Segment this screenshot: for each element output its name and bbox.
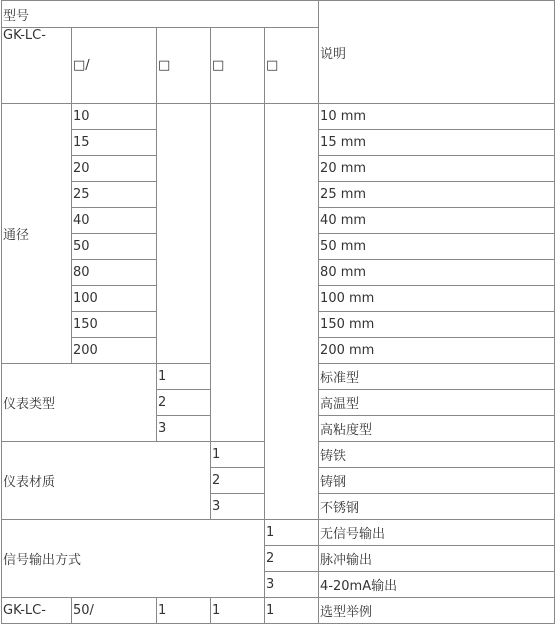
diameter-desc: 10 mm xyxy=(319,104,555,130)
meter-material-label: 仪表材质 xyxy=(2,442,211,520)
meter-type-desc: 高粘度型 xyxy=(319,416,555,442)
slot-diameter: □/ xyxy=(72,28,157,104)
slot-signal-output: □ xyxy=(265,28,319,104)
meter-type-code: 3 xyxy=(157,416,211,442)
signal-output-desc: 脉冲输出 xyxy=(319,546,555,572)
example-slot-meter-material: 1 xyxy=(211,598,265,624)
header-row-model xyxy=(2,1,555,28)
example-prefix: GK-LC- xyxy=(2,598,72,624)
meter-type-label: 仪表类型 xyxy=(2,364,157,442)
diameter-code: 20 xyxy=(72,156,157,182)
slot-meter-type: □ xyxy=(157,28,211,104)
empty-cell xyxy=(157,104,211,364)
diameter-desc: 80 mm xyxy=(319,260,555,286)
empty-cell xyxy=(211,104,265,442)
meter-type-desc: 标准型 xyxy=(319,364,555,390)
diameter-desc: 25 mm xyxy=(319,182,555,208)
meter-type-code: 2 xyxy=(157,390,211,416)
table-row xyxy=(2,520,555,546)
diameter-code: 150 xyxy=(72,312,157,338)
example-slot-signal-output: 1 xyxy=(265,598,319,624)
meter-material-code: 2 xyxy=(211,468,265,494)
diameter-code: 25 xyxy=(72,182,157,208)
diameter-desc: 50 mm xyxy=(319,234,555,260)
code-prefix: GK-LC- xyxy=(2,28,72,104)
meter-material-desc: 不锈钢 xyxy=(319,494,555,520)
empty-cell xyxy=(265,104,319,520)
diameter-desc: 40 mm xyxy=(319,208,555,234)
diameter-code: 80 xyxy=(72,260,157,286)
signal-output-label: 信号输出方式 xyxy=(2,520,265,598)
signal-output-desc: 4-20mA输出 xyxy=(319,572,555,598)
diameter-desc: 20 mm xyxy=(319,156,555,182)
meter-type-desc: 高温型 xyxy=(319,390,555,416)
diameter-desc: 15 mm xyxy=(319,130,555,156)
meter-material-code: 1 xyxy=(211,442,265,468)
signal-output-desc: 无信号输出 xyxy=(319,520,555,546)
example-desc: 选型举例 xyxy=(319,598,555,624)
diameter-code: 50 xyxy=(72,234,157,260)
signal-output-code: 3 xyxy=(265,572,319,598)
diameter-code: 40 xyxy=(72,208,157,234)
model-label: 型号 xyxy=(2,1,319,28)
meter-type-code: 1 xyxy=(157,364,211,390)
signal-output-code: 1 xyxy=(265,520,319,546)
diameter-label: 通径 xyxy=(2,104,72,364)
diameter-code: 100 xyxy=(72,286,157,312)
meter-material-desc: 铸钢 xyxy=(319,468,555,494)
meter-material-code: 3 xyxy=(211,494,265,520)
example-row xyxy=(2,598,555,624)
meter-material-desc: 铸铁 xyxy=(319,442,555,468)
slot-meter-material: □ xyxy=(211,28,265,104)
example-slot-meter-type: 1 xyxy=(157,598,211,624)
diameter-code: 200 xyxy=(72,338,157,364)
diameter-desc: 200 mm xyxy=(319,338,555,364)
diameter-desc: 150 mm xyxy=(319,312,555,338)
diameter-code: 10 xyxy=(72,104,157,130)
signal-output-code: 2 xyxy=(265,546,319,572)
model-selection-table xyxy=(1,0,555,624)
description-header: 说明 xyxy=(319,1,555,104)
example-slot-diameter: 50/ xyxy=(72,598,157,624)
table-row xyxy=(2,104,555,130)
diameter-desc: 100 mm xyxy=(319,286,555,312)
diameter-code: 15 xyxy=(72,130,157,156)
